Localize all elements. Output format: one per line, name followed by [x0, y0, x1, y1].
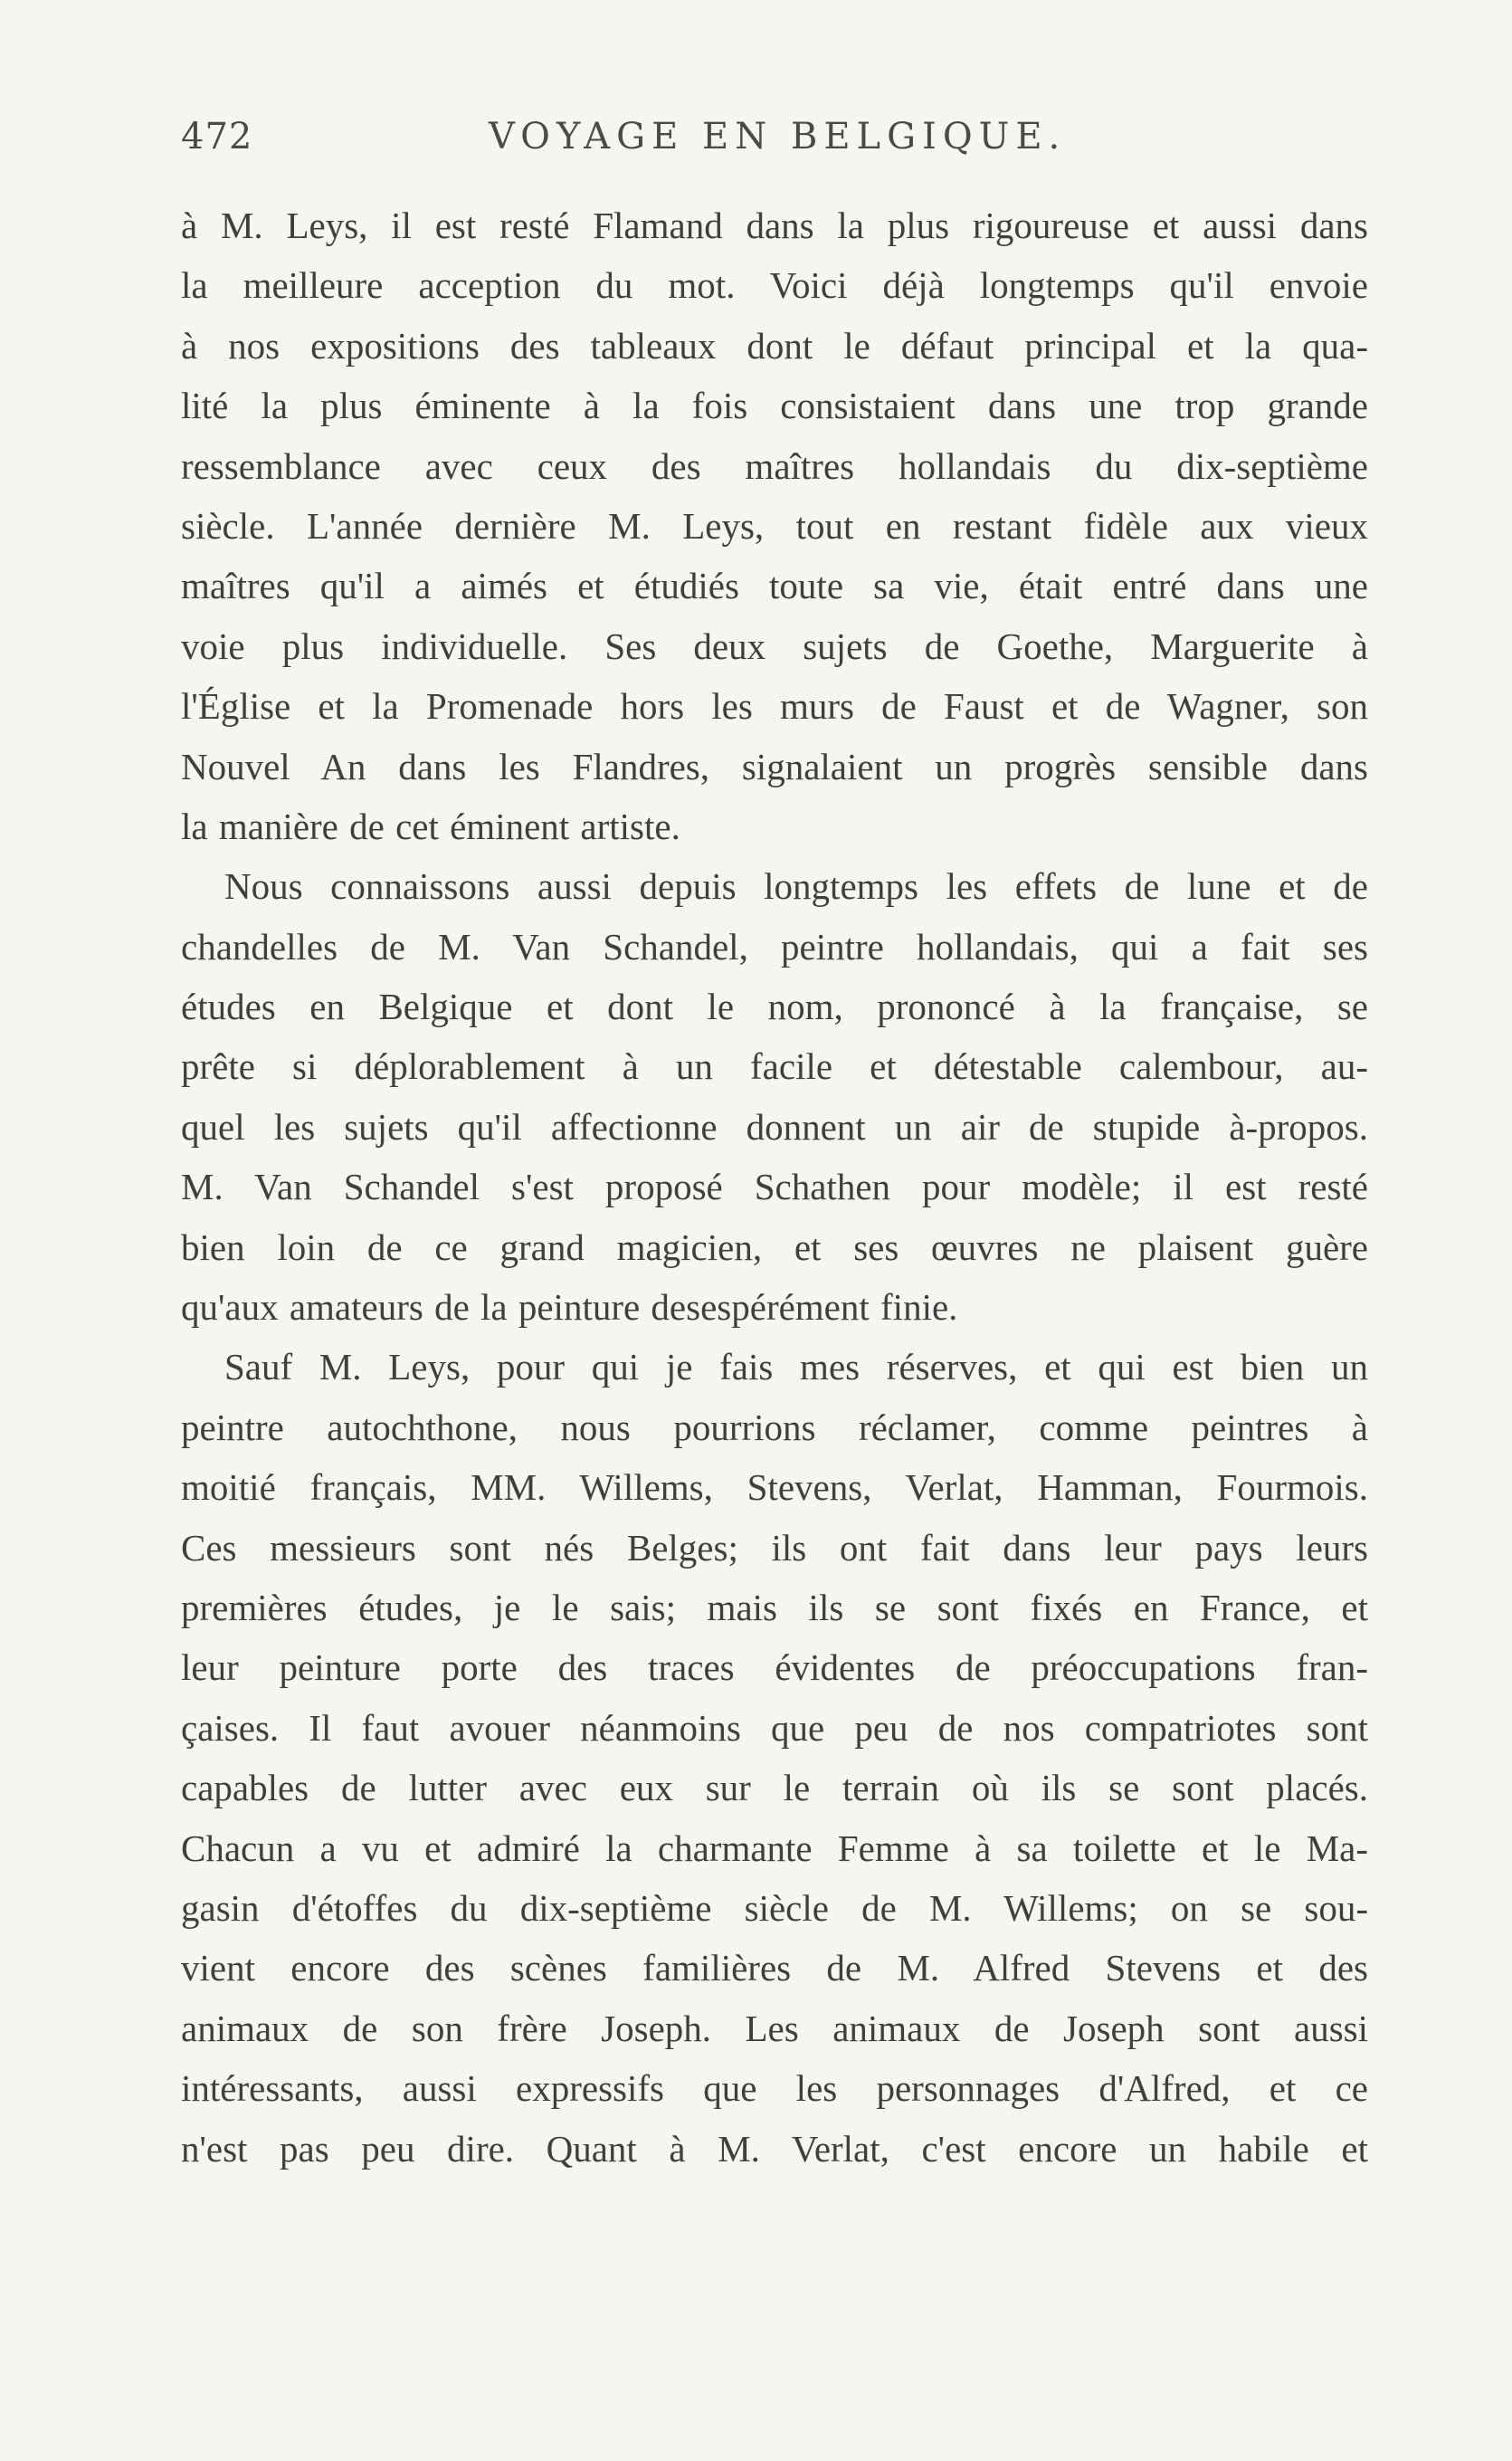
text-line: vient encore des scènes familières de M. Alfred Stevens et des [181, 1947, 1368, 1989]
text-line: ressemblance avec ceux des maîtres hollandais du dix-septième [181, 444, 1368, 487]
text-line: bien loin de ce grand magicien, et ses œuvres ne plaisent guère [181, 1226, 1368, 1268]
text-line: premières études, je le sais; mais ils se sont fixés en France, et [181, 1586, 1368, 1628]
text-line: n'est pas peu dire. Quant à M. Verlat, c'est encore un habile et [181, 2127, 1368, 2170]
body-text [181, 196, 1368, 2179]
text-line: la manière de cet éminent artiste. [181, 805, 680, 847]
text-line: voie plus individuelle. Ses deux sujets de Goethe, Marguerite à [181, 625, 1368, 667]
text-line: qu'aux amateurs de la peinture desespérément finie. [181, 1286, 958, 1329]
page-number: 472 [181, 116, 253, 157]
page-header [181, 116, 1375, 170]
text-line: Nous connaissons aussi depuis longtemps les effets de lune et de [224, 865, 1368, 908]
text-line: lité la plus éminente à la fois consistaient dans une trop grande [181, 385, 1368, 427]
text-line: Chacun a vu et admiré la charmante Femme à sa toilette et le Ma- [181, 1827, 1368, 1869]
text-line: leur peinture porte des traces évidentes de préoccupations fran- [181, 1646, 1368, 1689]
text-line: à M. Leys, il est resté Flamand dans la plus rigoureuse et aussi dans [181, 205, 1368, 246]
text-line: l'Église et la Promenade hors les murs de Faust et de Wagner, son [181, 685, 1368, 728]
text-line: animaux de son frère Joseph. Les animaux de Joseph sont aussi [181, 2007, 1368, 2049]
text-line: chandelles de M. Van Schandel, peintre hollandais, qui a fait ses [181, 925, 1368, 968]
text-line: gasin d'étoffes du dix-septième siècle de M. Willems; on se sou- [181, 1886, 1368, 1929]
text-line: intéressants, aussi expressifs que les personnages d'Alfred, et ce [181, 2067, 1368, 2110]
text-line: siècle. L'année dernière M. Leys, tout en restant fidèle aux vieux [181, 504, 1368, 547]
text-line: maîtres qu'il a aimés et étudiés toute sa vie, était entré dans une [181, 565, 1368, 607]
text-line: çaises. Il faut avouer néanmoins que peu de nos compatriotes sont [181, 1706, 1368, 1749]
text-line: quel les sujets qu'il affectionne donnent un air de stupide à-propos. [181, 1105, 1368, 1148]
text-line: à nos expositions des tableaux dont le défaut principal et la qua- [181, 324, 1368, 367]
text-line: Nouvel An dans les Flandres, signalaient un progrès sensible dans [181, 745, 1368, 787]
text-line: études en Belgique et dont le nom, prononcé à la française, se [181, 986, 1368, 1028]
text-line: M. Van Schandel s'est proposé Schathen pour modèle; il est resté [181, 1166, 1368, 1208]
text-line: capables de lutter avec eux sur le terrain où ils se sont placés. [181, 1767, 1368, 1809]
text-line: prête si déplorablement à un facile et détestable calembour, au- [181, 1045, 1368, 1088]
running-title: VOYAGE EN BELGIQUE. [489, 116, 1067, 157]
text-line: la meilleure acception du mot. Voici déjà longtemps qu'il envoie [181, 264, 1368, 307]
text-line: peintre autochthone, nous pourrions réclamer, comme peintres à [181, 1406, 1368, 1448]
text-line: Ces messieurs sont nés Belges; ils ont fait dans leur pays leurs [181, 1526, 1368, 1569]
text-line: moitié français, MM. Willems, Stevens, Verlat, Hamman, Fourmois. [181, 1466, 1368, 1509]
text-line: Sauf M. Leys, pour qui je fais mes réserves, et qui est bien un [224, 1346, 1368, 1388]
